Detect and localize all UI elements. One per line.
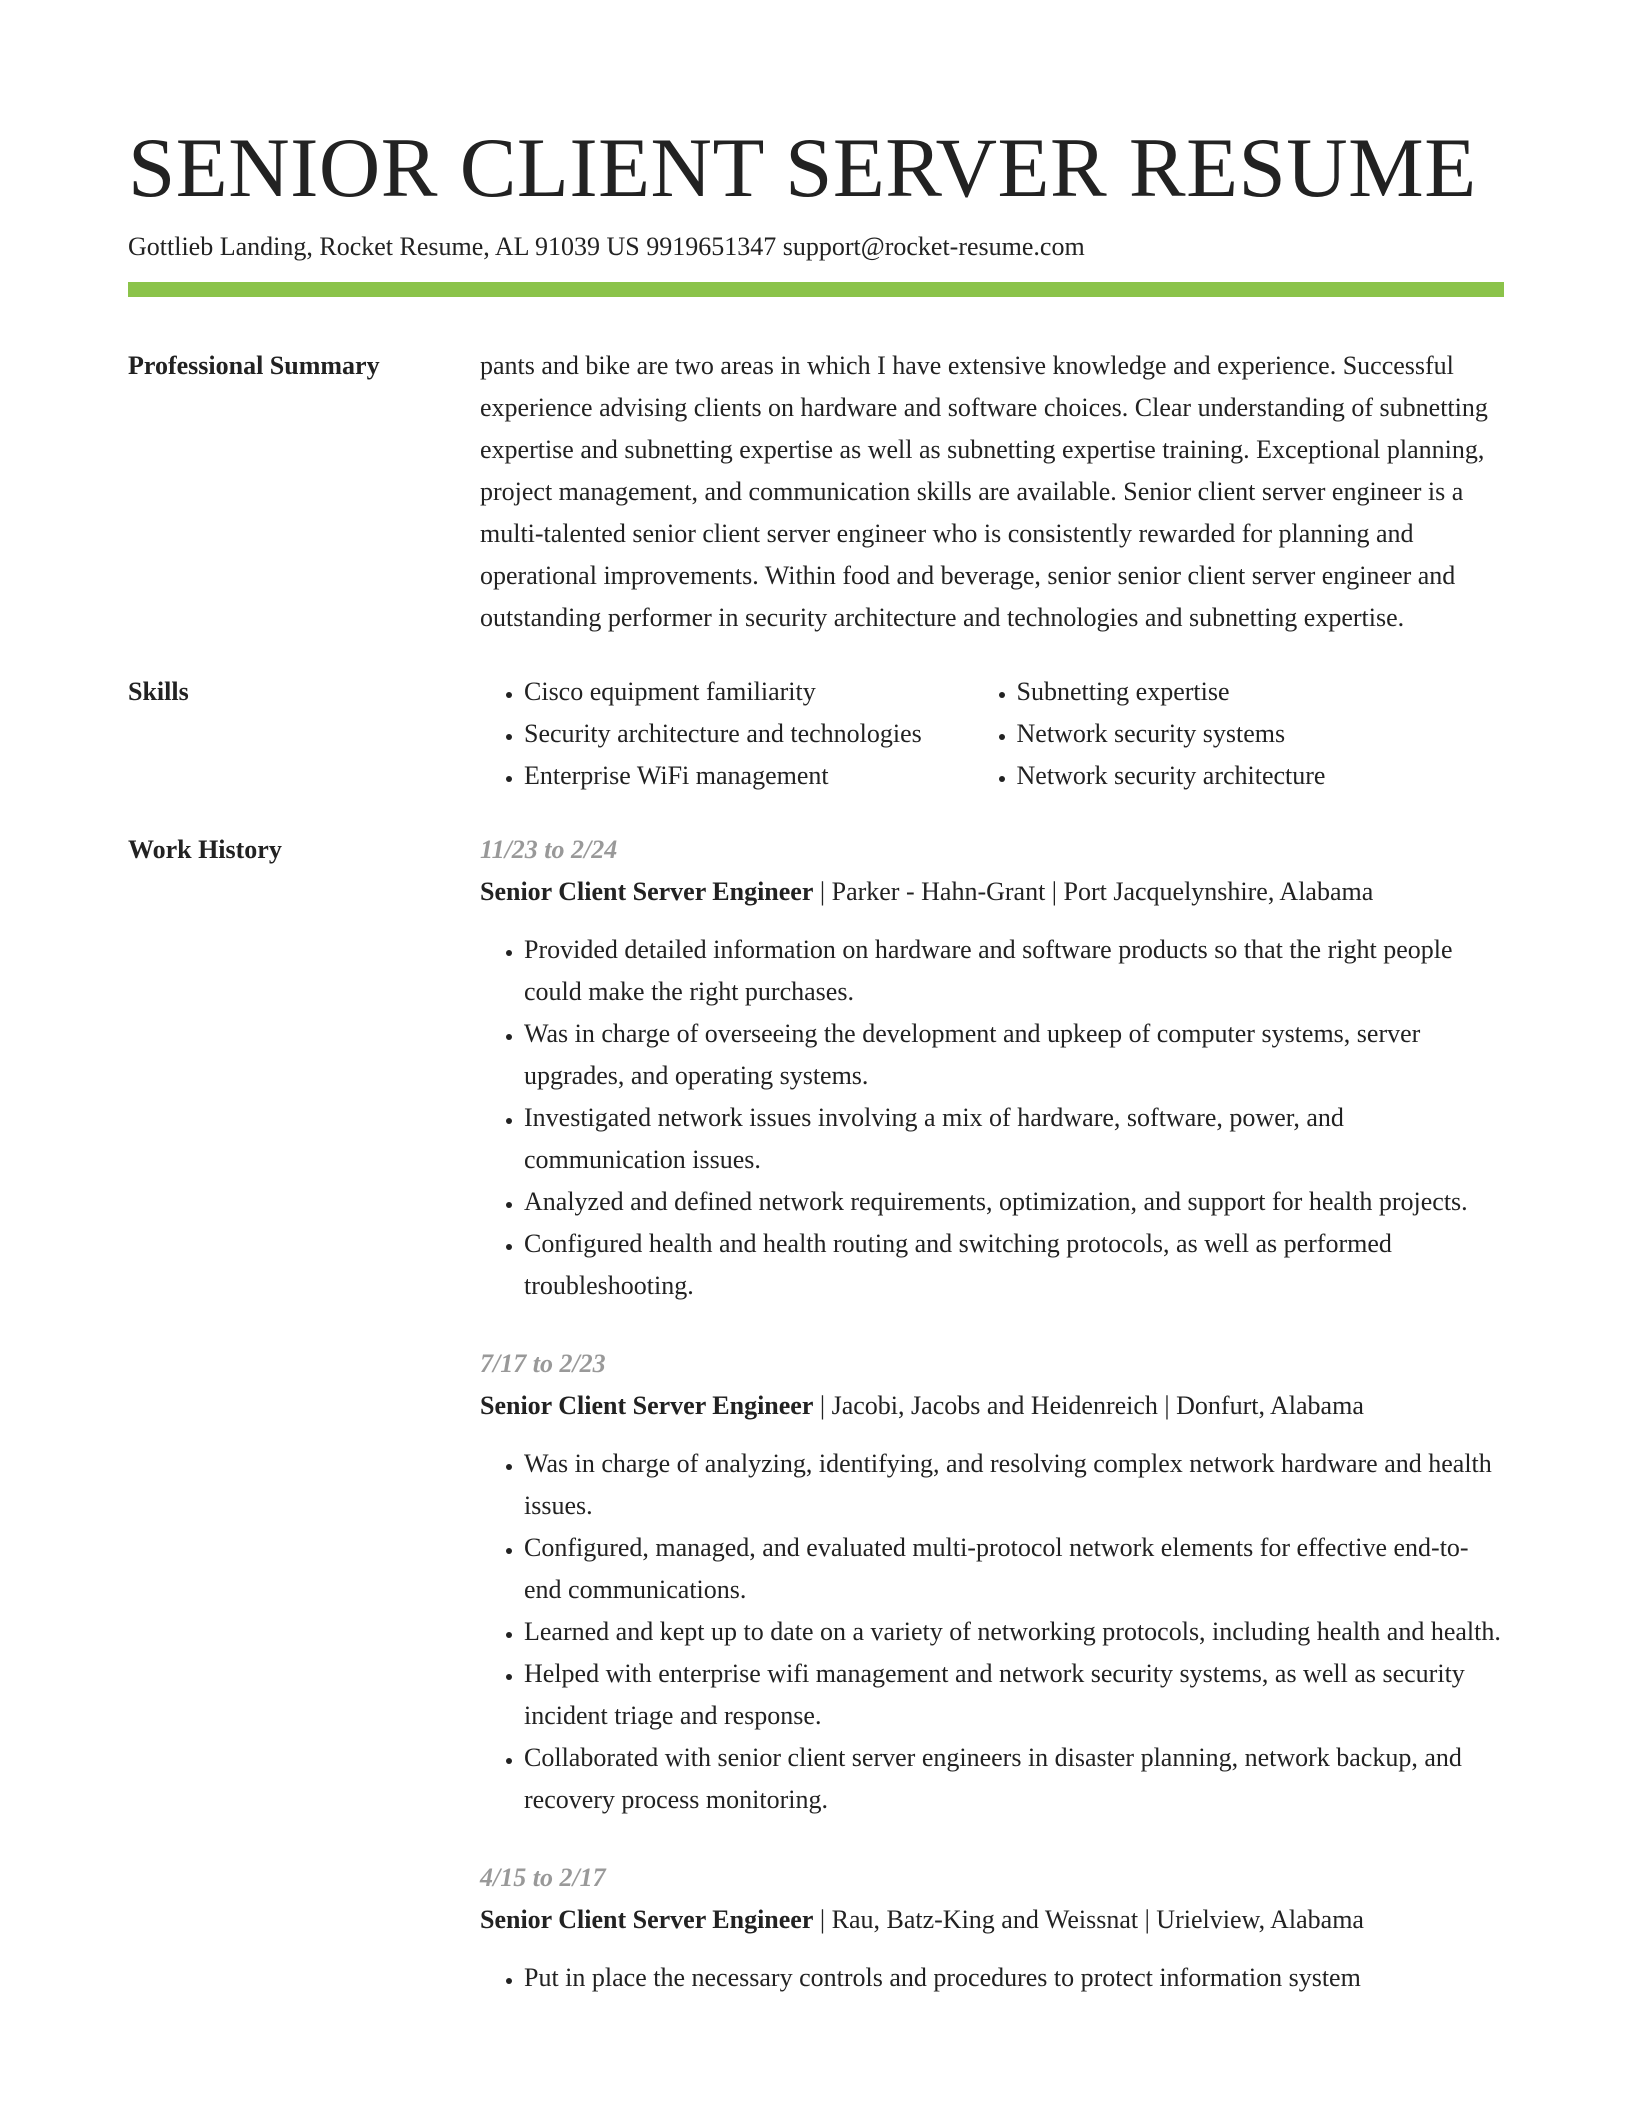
job-bullets bbox=[480, 1957, 1504, 1999]
section-label-skills: Skills bbox=[128, 677, 189, 706]
job-bullet: • Configured, managed, and evaluated multi-protocol network elements for effective end-to-end communications. bbox=[524, 1527, 1504, 1611]
job-entry bbox=[480, 1857, 1504, 1999]
job-entry bbox=[480, 829, 1504, 1307]
professional-summary-section bbox=[128, 345, 1504, 639]
contact-line: Gottlieb Landing, Rocket Resume, AL 91039 US 9919651347 support@rocket-resume.com bbox=[128, 232, 1085, 261]
section-label-summary: Professional Summary bbox=[128, 351, 380, 380]
job-details: | Rau, Batz-King and Weissnat | Urielview, Alabama bbox=[813, 1905, 1364, 1934]
job-bullet: • Put in place the necessary controls and procedures to protect information system bbox=[524, 1957, 1504, 1999]
job-heading bbox=[480, 1899, 1504, 1941]
summary-text: pants and bike are two areas in which I have extensive knowledge and experience. Successful experience advising clients on hardware and software choices. Clear understanding of subnetting expertise and subnetting expertise as well as subnetting expertise training. Exceptional planning, project management, and communication skills are available. Senior client server engineer is a multi-talented senior client server engineer who is consistently rewarded for planning and operational improvements. Within food and beverage, senior senior client server engineer and outstanding performer in security architecture and technologies and subnetting expertise. bbox=[480, 351, 1488, 632]
job-title: Senior Client Server Engineer bbox=[480, 1391, 814, 1420]
job-bullet: • Learned and kept up to date on a variety of networking protocols, including health and health. bbox=[524, 1611, 1504, 1653]
job-dates: 11/23 to 2/24 bbox=[480, 835, 618, 864]
skill-item: • Security architecture and technologies bbox=[524, 713, 973, 755]
job-details: | Jacobi, Jacobs and Heidenreich | Donfurt, Alabama bbox=[813, 1391, 1364, 1420]
skill-item: • Network security architecture bbox=[1017, 755, 1505, 797]
job-title: Senior Client Server Engineer bbox=[480, 1905, 814, 1934]
job-bullet: • Analyzed and defined network requirements, optimization, and support for health projects. bbox=[524, 1181, 1504, 1223]
skill-item: • Enterprise WiFi management bbox=[524, 755, 973, 797]
skills-column-2 bbox=[973, 671, 1505, 797]
job-bullet: • Was in charge of analyzing, identifying, and resolving complex network hardware and health issues. bbox=[524, 1443, 1504, 1527]
job-bullet: • Helped with enterprise wifi management and network security systems, as well as security incident triage and response. bbox=[524, 1653, 1504, 1737]
job-entry bbox=[480, 1343, 1504, 1821]
resume-page bbox=[128, 118, 1504, 2035]
job-bullets bbox=[480, 929, 1504, 1307]
skills-grid bbox=[480, 671, 1504, 797]
job-heading bbox=[480, 1385, 1504, 1427]
skill-item: • Subnetting expertise bbox=[1017, 671, 1505, 713]
job-bullet: • Collaborated with senior client server engineers in disaster planning, network backup, and recovery process monitoring. bbox=[524, 1737, 1504, 1821]
skills-column-1 bbox=[480, 671, 973, 797]
work-history-section bbox=[128, 829, 1504, 2035]
job-bullet: • Was in charge of overseeing the development and upkeep of computer systems, server upgrades, and operating systems. bbox=[524, 1013, 1504, 1097]
job-bullet: • Configured health and health routing and switching protocols, as well as performed troubleshooting. bbox=[524, 1223, 1504, 1307]
skills-section bbox=[128, 671, 1504, 797]
job-bullets bbox=[480, 1443, 1504, 1821]
section-label-work: Work History bbox=[128, 835, 282, 864]
accent-divider bbox=[128, 282, 1504, 297]
job-title: Senior Client Server Engineer bbox=[480, 877, 814, 906]
resume-title: SENIOR CLIENT SERVER RESUME bbox=[128, 121, 1477, 215]
job-details: | Parker - Hahn-Grant | Port Jacquelynshire, Alabama bbox=[813, 877, 1374, 906]
job-dates: 4/15 to 2/17 bbox=[480, 1863, 606, 1892]
job-bullet: • Investigated network issues involving a mix of hardware, software, power, and communication issues. bbox=[524, 1097, 1504, 1181]
job-dates: 7/17 to 2/23 bbox=[480, 1349, 606, 1378]
job-heading bbox=[480, 871, 1504, 913]
job-bullet: • Provided detailed information on hardware and software products so that the right people could make the right purchases. bbox=[524, 929, 1504, 1013]
skill-item: • Network security systems bbox=[1017, 713, 1505, 755]
skill-item: • Cisco equipment familiarity bbox=[524, 671, 973, 713]
